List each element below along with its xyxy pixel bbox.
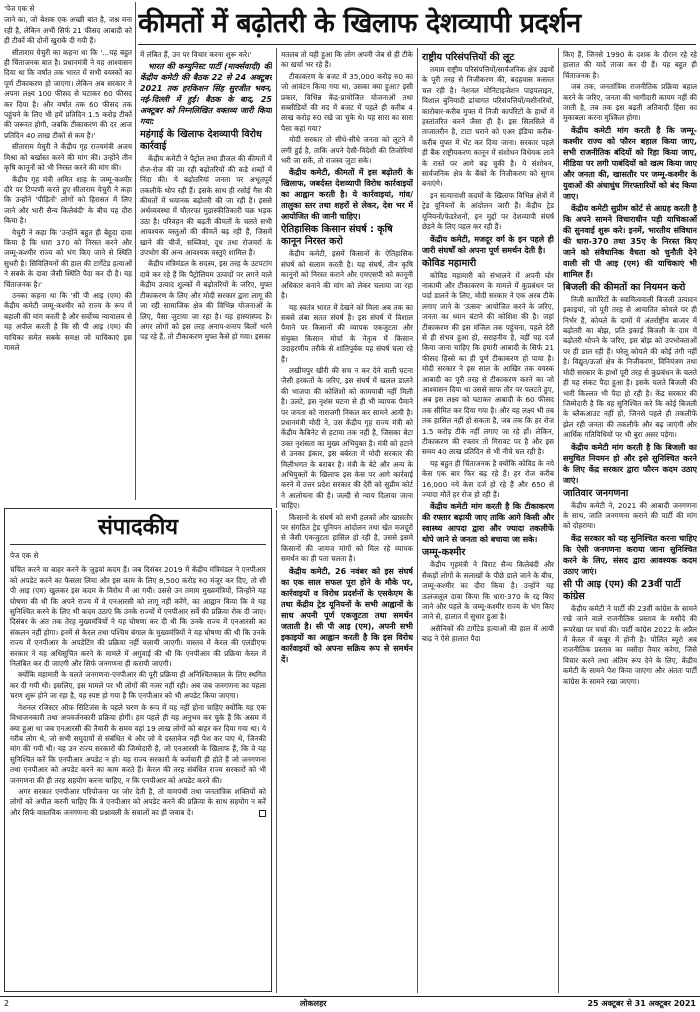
editorial-box [4, 508, 272, 992]
subheading: बिजली की कीमतों का नियमन करो [563, 281, 686, 293]
subheading: ऐतिहासिक किसान संघर्ष : कृषि कानून निरस्त करो [281, 224, 393, 248]
paragraph: केंद्रीय गृहमंत्री ने विराट सैन्य किलेबंदी और सैकड़ों लोगों के सलाखों के पीछे डाले जाने के बीच, जम्मू-कश्मीर का दौरा किया है। उन्होंने यह ऊलजलूल दावा किया कि धारा-370 के रद्द किए जाने और पहले के जम्मू-कश्मीर राज्य के भंग किए जाने से, हालात में सुधार हुआ है। [422, 560, 554, 622]
paragraph: असैनिकों की टार्गेटेड हत्याओं की हाल में आयी बाढ़ ने ऐसे हालात पैदा [422, 623, 554, 644]
headline: कीमतों में बढ़ोतरी के खिलाफ देशव्यापी प्रदर्शन [138, 8, 581, 39]
issue-date: 25 अक्टूबर से 31 अक्टूबर 2021 [587, 999, 696, 1008]
footer [0, 998, 700, 1012]
publication-name: लोकलहर [300, 999, 327, 1008]
column-2 [140, 50, 272, 506]
call-to-action: केंद्रीय कमेटी मांग करती है कि टीकाकरण की रफ्तार बढ़ायी जाए ताकि आगे किसी और स्वास्थ्य आपदा द्वारा और ज्यादा तकलीफें थोपे जाने से जनता को बचाया जा सके। [422, 502, 554, 545]
statement-intro: भारत की कम्युनिस्ट पार्टी (मार्क्सवादी) की केंद्रीय कमेटी की बैठक 22 से 24 अक्टूबर 2021 तक हरकिशन सिंह सुरजीत भवन, नई-दिल्ली में हुई। बैठक के बाद, 25 अक्टूबर को निम्नलिखित वक्तव्य जारी किया गया: [140, 62, 272, 127]
editorial-paragraph: नेशनल रजिस्टर ऑफ सिटिजंस के पहले चरण के रूप में यह नहीं होना चाहिए क्योंकि यह एक विभाजनकारी तथा अपवर्जनकारी प्रक्रिया होगी। हम पहले ही यह अनुभव कर चुके हैं कि असम में क्या हुआ था जब एनआरसी की तैयारी के समय वहां 19 लाख लोगों को बाहर कर दिया गया था। ये गरीब लोग थे, जो सभी समुदायों से संबंधित थे और जो ये दस्तावेज नहीं पेश कर पाए थे, जिनकी मांग की गयी थी। यह उन राज्य सरकारों की जिम्मेदारी है, जो एनआरसी के खिलाफ हैं, कि वे यह सुनिश्चित करें कि एनपीआर अपडेट न हो। यह राज्य सरकारों के कर्मचारी ही होते हैं जो जनगणना तथा एनपीआर को अपडेट करने का काम करते हैं। केरल की तरह संबंधित राज्य सरकारों को भी जनगणना की ही तरह सहयोग करना चाहिए, न कि एनपीआर को अपडेट करने की। [10, 702, 266, 785]
paragraph: यह स्वतंत्र भारत में देखने को मिला अब तक का सबसे लंबा सतत संघर्ष है। इस संघर्ष में विशाल पैमाने पर किसानों की व्यापक एकजुटता और संयुक्त किसान मोर्चा के नेतृत्व में किसान उदाहरणीय तरीके से शांतिपूर्वक यह संघर्ष चला रहे हैं। [281, 302, 413, 364]
paragraph: में लंबित हैं, उन पर विचार करना शुरू करे।' [140, 50, 252, 59]
call-to-action: केंद्रीय कमेटी, कीमतों में इस बढ़ोतरी के खिलाफ, जबर्दस्त देशव्यापी विरोध कार्रवाइयों का आह्वान करती है। ये कार्रवाइयां, गांव/तालुका स्तर तथा शहरों से लेकर, देश भर में आयोजित की जानी चाहिए। [281, 168, 413, 222]
call-to-action: केंद्रीय कमेटी मांग करती है कि बिजली का समुचित नियमन हो और इसे सुनिश्चित करने के लिए केंद्र सरकार द्वारा फौरन कदम उठाए जाएं। [563, 442, 697, 485]
paragraph: उनका कहना था कि 'सी पी आइ (एम) की केंद्रीय कमेटी जम्मू-कश्मीर को राज्य के रूप में बहाली की मांग करती है और सर्वोच्च न्यायालय से यह अपील करती है कि सी पी आइ (एम) की याचिका समेत सबके समक्ष जो याचिकाएं इस मामले [4, 290, 132, 352]
continued-from: 'पेज एक से [4, 4, 35, 13]
paragraph: जाने का, जो बेशक एक अच्छी बात है, जश्न मना रही है, लेकिन अभी सिर्फ 21 फीसद आबादी को ही टीकों की दोनों खुराकें दी गयी हैं। [4, 15, 132, 46]
paragraph: किसानों के संघर्ष को सभी हलकों और खासतौर पर संगठित ट्रेड यूनियन आंदोलन तथा खेत मजदूरों से जैसी एकजुटता हासिल हो रही है, उससे इसमें किसानों की जायज मांगों को मिल रहे व्यापक समर्थन का ही पता चलता है। [281, 512, 413, 564]
subheading: महंगाई के खिलाफ देशव्यापी विरोध कार्रवाई [140, 129, 262, 153]
subheading: जातिवार जनगणना [563, 487, 629, 499]
paragraph: केंद्रीय कमेटी, इसमें किसानों के ऐतिहासिक संघर्ष को सलाम करती है। यह संघर्ष, तीन कृषि कानूनों को निरस्त कराने और एमएसपी को कानूनी अधिकार बनाने की मांग को लेकर चलाया जा रहा है। [281, 249, 413, 301]
paragraph: तमाम राष्ट्रीय परिसंपत्तियों/सार्वजनिक क्षेत्र उद्यमों के पूरी तरह से निजीकरण की, बदहवास कसरत चल रही है। नेशनल मोनिटाइजेशन पाइपलाइन, विशाल बुनियादी ढांचागत परिसंपत्तियों/मशीनरियों, कारोबार-करीब मुफ्त में निजी कार्पोरेटों के हाथों में हस्तांतरित करने जैसा ही है। इस सिलसिले में ताजातरीन है, टाटा घराने को एअर इंडिया करीब-करीब मुफ्त में भेंट कर दिया जाना। सरकार पहले ही बैंक राष्ट्रीयकरण कानून में संशोधन विधेयक लाने के रास्ते पर आगे बढ़ चुकी है। ये संशोधन, सार्वजनिक क्षेत्र के बैंकों के निजीकरण को सुगम बनाएंगे। [422, 65, 554, 189]
subheading: राष्ट्रीय परिसंपत्तियों की लूट [422, 52, 515, 63]
paragraph: जब तक, जनतांत्रिक राजनीतिक प्रक्रिया बहाल करने के जरिए, जनता की भागीदारी कायम नहीं की जाती है, तब तक इस बढ़ती अतिवादी हिंसा का मुकाबला करना मुश्किल होगा। [563, 82, 697, 123]
headline-rule [138, 44, 696, 45]
column-rule [276, 510, 277, 993]
column-1 [4, 4, 132, 498]
paragraph: मोदी सरकार तो सीधे-सीधे जनता को लूटने में लगी हुई है, ताकि अपने देसी-विदेशी की तिजोरियां भरी जा सकें, तो राजस्व जुटा सके। [281, 135, 413, 166]
call-to-action: केंद्रीय कमेटी सुप्रीम कोर्ट से आग्रह करती है कि अपने सामने विचाराधीन पड़ी याचिकाओं की सुनवाई शुरू करे। इनमें, भारतीय संविधान की धारा-370 तथा 35ए के निरस्त किए जाने को संवैधानिक वैधता को चुनौती देने वाली सी पी आइ (एम) की याचिकाएं भी शामिल हैं। [563, 203, 697, 279]
continued-from: पेज एक से [10, 551, 39, 560]
call-to-action: केंद्रीय कमेटी मांग करती है कि जम्मू-कश्मीर राज्य को फौरन बहाल किया जाए, सभी राजनीतिक बंदियों को रिहा किया जाए, मीडिया पर लगी पाबंदियों को खत्म किया जाए और जनता की, खासतौर पर जम्मू-कश्मीर के युवाओं की अंधाधुंध गिरफ्तारियों को बंद किया जाए। [563, 125, 697, 201]
column-rule [417, 48, 418, 993]
paragraph: केंद्रीय कमेटी ने, 2021 की आबादी जनगणना के साथ, जाति जनगणना कराने की पार्टी की मांग को दोहराया। [563, 500, 697, 531]
column-rule [135, 2, 136, 500]
column-5 [563, 50, 697, 992]
paragraph: सीताराम येचुरी ने केंद्रीय गृह राज्यमंत्री अजय मिश्रा को बर्खास्त करने की मांग की। उन्होंने तीन कृषि कानूनों को भी निरस्त करने की मांग की। [4, 142, 132, 173]
paragraph: सीताराम येचुरी का कहना था कि '...यह बहुत ही चिंताजनक बात है। प्रधानमंत्री ने यह आश्वासन दिया था कि वर्षांत तक भारत में सभी वयस्कों का पूर्ण टीकाकरण हो जाएगा। लेकिन अब सरकार ने अपना लक्ष्य 100 फीसद से घटाकर 60 फीसद कर दिया है। और वर्षांत तक 60 फीसद तक पहुंचने के लिए भी हमें प्रतिदिन 1.5 करोड़ टीकों की जरूरत होगी, जबकि टीकाकरण की दर आज प्रतिदिन 40 लाख टीकों से कम है।' [4, 47, 132, 140]
editorial-paragraph-text: अगर सरकार एनपीआर परियोजना पर जोर देती है, तो वामपंथी तथा जनतांत्रिक शक्तियों को लोगों को अपील करनी चाहिए कि वे एनपीआर को अपडेट करने की प्रक्रिया के साथ सहयोग न करें और सिर्फ वास्तविक जनगणना की प्रश्नावली के सवालों का ही जवाब दें। [10, 786, 266, 817]
paragraph: केंद्रीय कमेटी ने पैट्रोल तथा डीजल की कीमतों में रोज-रोज की जा रही बढ़ोतरियों की कड़े शब्दों में निंदा की। ये बढ़ोतरियां जनता पर अभूतपूर्व तकलीफें थोप रही हैं। इसके साथ ही रसोई गैस की कीमतों में भयानक बढ़ोतरी की जा रही है। इससे अर्थव्यवस्था में चौतरफा मुद्रास्फीतिकारी चक्र भड़क उठा है। परिवहन की बढ़ती कीमतों के चलते सभी आवश्यक वस्तुओं की कीमतें बढ़ रही हैं, जिसमें खाने की चीजें, सब्जियां, दूध तथा रोजमर्रा के उपभोग की अन्य आवश्यक वस्तुएं शामिल हैं। [140, 154, 272, 258]
paragraph: येचुरी ने कहा कि 'उन्होंने बहुत ही बेहूदा दावा किया है कि धारा 370 को निरस्त करने और जम्मू-कश्मीर राज्य को भंग किए जाने से स्थिति सुधरी है। सिविलियनों की हाल की टार्गेटेड हत्याओं ने सबके के दावा जैसी स्थिति पैदा कर दी है। यह चिंताजनक है।' [4, 227, 132, 289]
paragraph: मतलब तो यही हुआ कि लोग अपनी जेब से ही टीके का खर्चा भर रहे हैं। [281, 50, 413, 70]
column-4 [422, 50, 554, 992]
paragraph: इन सत्यानाशी कदमों के खिलाफ विभिन्न क्षेत्रों में ट्रेड यूनियनों के आंदोलन जारी हैं। केंद्रीय ट्रेड यूनियनों/फेडरेशनों, इन मुद्दों पर देशव्यापी संघर्ष छेड़ने के लिए पहल कर रही हैं। [422, 190, 554, 232]
paragraph: केंद्रीय कमेटी ने पार्टी की 23वीं कांग्रेस के सामने रखे जाने वाले राजनीतिक प्रस्ताव के मसौदे की रूपरेखा पर चर्चा की। पार्टी कांग्रेस 2022 के अप्रैल में केरल में कन्नूर में होनी है। पोलित ब्यूरो अब राजनीतिक प्रस्ताव का मसौदा तैयार करेगा, जिसे विचार करने तथा अंतिम रूप देने के लिए, केंद्रीय कमेटी के सामने पेश किया जाएगा और अंततः पार्टी कांग्रेस के सामने रखा जाएगा। [563, 603, 697, 686]
call-to-action: केंद्र सरकार को यह सुनिश्चित करना चाहिए कि ऐसी जनगणना कराया जाना सुनिश्चित करने के लिए, संसद द्वारा आवश्यक कदम उठाए जाएं। [563, 533, 697, 576]
subheading: जम्मू-कश्मीर [422, 547, 466, 559]
editorial-paragraph [10, 787, 266, 818]
paragraph: केंद्रीय मंत्रिमंडल के सदस्य, इस तरह के उटपटांग दावे कर रहे हैं कि पैट्रोलियम उत्पादों पर लगने वाले केंद्रीय उत्पाद शुल्कों में बढ़ोतरियों के जरिए, मुफ्त टीकाकरण के लिए और मोदी सरकार द्वारा लागू की जा रही सामाजिक क्षेत्र की विभिन्न योजनाओं के लिए, पैसा जुटाया जा रहा है। यह हास्यास्पद है। अगर लोगों को इस तरह अनाप-शनाप बिलों भरने पड़ रहे हैं, तो टीकाकरण मुफ्त कैसे हो गया। इसका [140, 259, 272, 342]
paragraph: कोविड महामारी को संभालने में अपनी घोर नाकामी और टीकाकरण के मामले में कुप्रबंधन पर पर्दा डालने के लिए, मोदी सरकार ने एक अरब टीके लगाए जाने के 'उत्सव' आयोजित करने के जरिए, जनता का ध्यान बंटाने की कोशिश की है। जहां टीकाकरण की इस मंजिल तक पहुंचना, पहले देरी से ही संभव हुआ हो, सराहनीय है, वहीं यह दर्ज किया जाना चाहिए कि हमारी आबादी के सिर्फ 21 फीसद हिस्से का ही पूर्ण टीकाकरण हो पाया है। मोदी सरकार ने इस साल के आखिर तक वयस्क आबादी का पूरी तरह से टीकाकरण करने का जो आश्वासन दिया था उससे साफ तौर पर पलटते हुए, अब इस लक्ष्य को घटाकर आबादी के 60 फीसद तक सीमित कर दिया गया है। और यह लक्ष्य भी तब तक हासिल नहीं हो सकता है, जब तक कि हर रोज 1.5 करोड़ टीके नहीं लगाए जा रहे हों। लेकिन, टीकाकरण की रफ्तार तो गिरावट पर है और इस समय 40 लाख प्रतिदिन से भी नीचे चल रही है। [422, 270, 554, 457]
paragraph: यह बहुत ही चिंताजनक है क्योंकि कोविड के नये केस एक बार फिर बढ़ रहे हैं। हर रोज करीब 16,000 नये केस दर्ज हो रहे हैं और 650 से ज्यादा मौतें हर रोज हो रही हैं। [422, 458, 554, 500]
paragraph: किए हैं, जिनसे 1990 के दशक के दौरान रहे रहे हालात की यादें ताजा कर दी हैं। यह बहुत ही चिंताजनक है। [563, 50, 697, 80]
editorial-paragraph: क्योंकि महामारी के चलते जनगणना-एनपीआर की पूरी प्रक्रिया ही अनिश्चितकाल के लिए स्थगित कर दी गयी थी। इसलिए, इस मामले पर भी लोगों की नजर नहीं रही। अब जब जनगणना का पहला चरण शुरू होने जा रहा है, यह स्पष्ट हो गया है कि एनपीआर को भी अपडेट किया जाएगा। [10, 670, 266, 701]
column-rule [276, 48, 277, 508]
paragraph: टीकाकरण के बजट में 35,000 करोड़ रु0 का जो आवंटन किया गया था, उसका क्या हुआ? इसी प्रकार, विभिन्न केंद्र-प्रायोजित योजनाओं तथा सब्सीडियों की मद में बजट में पहले ही करीब 4 लाख करोड़ रु0 रखे जा चुके थे। यह सारा का सारा पैसा कहां गया? [281, 71, 413, 133]
editorial-paragraph: चंचित करने या बाहर करने के जुड़वां कदम हैं। जब दिसंबर 2019 में केंद्रीय मंत्रिमंडल ने एनपीआर को अपडेट करने का फैसला लिया और इस काम के लिए 8,500 करोड़ रु0 मंजूर कर दिए, तो सी पी आइ (एम) खुलकर इस कदम के विरोध में आ गयी। उससे उन तमाम मुख्यमंत्रियों, जिन्होंने यह घोषणा की थी कि अपने राज्य में वे एनआरसी को लागू नहीं करेंगे, का आह्वान किया कि वे यह सुनिश्चित करने के लिए भी कदम उठाएं कि उनके राज्यों में एनपीआर सर्वे की प्रक्रिया रोक दी जाए। दिसंबर के अंत तक तेरह मुख्यमंत्रियों ने यह घोषणा कर दी थी कि उनके राज्य में एनआरसी का संकलन नहीं होगा। इनमें से केरल तथा पश्चिम बंगाल के मुख्यमंत्रियों ने यह घोषणा की थी कि उनके राज्य में एनपीआर के अपडेटिंग की प्रक्रिया नहीं चलायी जाएगी। वास्तव में केरल की एलडीएफ सरकार ने यह अधिसूचित करने के मामले में अगुवाई की थी कि एनपीआर की प्रक्रिया केरल में निलंबित कर दी जाएगी और सिर्फ जनगणना ही करायी जाएगी। [10, 565, 266, 669]
editorial-rule [10, 544, 266, 545]
editorial-title: संपादकीय [97, 514, 179, 540]
column-3 [281, 50, 413, 992]
page-number: 2 [4, 999, 10, 1008]
end-mark-icon [259, 810, 266, 817]
subheading: कोविड महामारी [422, 257, 477, 269]
paragraph: केंद्रीय गृह मंत्री अमित शाह के जम्मू-कश्मीर दौरे पर टिप्पणी करते हुए सीताराम येचुरी ने कहा कि उन्होंने 'पीड़ितों' लोगों को हिरासत में लिए जाने और भारी सैन्य किलेबंदी' के बीच यह दौरा किया है। [4, 174, 132, 226]
column-rule [558, 48, 559, 993]
paragraph: लखीमपुर खीरी की सच न कर देने वाली घटना जैसी हरकतों के जरिए, इस संघर्ष में खलल डालने की भाजपा की कोशिशों को कामयाबी नहीं मिली है। उलटे, इस नृशंस घटना से ही भी व्यापक पैमाने पर जनता को नाराजगी निकल कर सामने आयी है। प्रधानमंत्री मोदी ने, उस केंद्रीय गृह राज्य मंत्री को केंद्रीय कैबिनेट से हटाया तक नहीं है, जिसका बेटा उक्त नृशंसता का मुख्य अभियुक्त है। मंत्री को हटाने से उनका इंकार, इस बर्बरता में मोदी सरकार की मिलीभगत के बराबर है। मंत्री के बेटे और अन्य के अभियुक्तों के खिलाफ इस केस पर आगे कार्रवाई करने में उत्तर प्रदेश सरकार की देरी को सुप्रीम कोर्ट ने आलोचना की है। जल्दी से न्याय दिलाया जाना चाहिए। [281, 365, 413, 511]
call-to-action: केंद्रीय कमेटी, 26 नवंबर को इस संघर्ष का एक साल सफल पूरा होने के मौके पर, कार्रवाइयों व विरोध प्रदर्शनों के एसकेएम के तथा केंद्रीय ट्रेड यूनियनों के सभी आह्वानों के साथ अपनी पूर्ण एकजुटता तथा समर्थन जताती है। सी पी आइ (एम), अपनी सभी इकाइयों का आह्वान करती है कि इस विरोध कार्रवाइयों को अपना सक्रिय रूप से समर्थन दें। [281, 566, 413, 664]
call-to-action: केंद्रीय कमेटी, मजदूर वर्ग के इन पहले ही जारी संघर्षों को अपना पूर्ण समर्थन देती है। [422, 234, 554, 255]
paragraph: निजी कार्पोरेटों के स्वामित्ववाली बिजली उत्पादन इकाइयां, जो पूरी तरह से आयातित कोयले पर ही निर्भर हैं, कोयले के दामों में अंतर्राष्ट्रीय बाजार में बढ़ोतरी का बोझ, प्रति इकाई बिजली के दाम में बढ़ोतरी थोपने के जरिए, इस बोझ को उपभोक्ताओं पर ही डाल रही हैं। घरेलू कोयले की कोई तंगी नहीं है। विद्युत/ऊर्जा क्षेत्र के निजीकरण, विनियंत्रण तथा मोदी सरकार के हाथों पूरी तरह से कुप्रबंधन के चलते ही यह संकट पैदा हुआ है। इसके चलते बिजली की भारी किल्लत भी पैदा हो रही है। केंद्र सरकार की जिम्मेदारी है कि वह सुनिश्चित करे कि कोई बिजली के ब्लैकआउट नहीं हों, जिनसे पहले ही तकलीफें झेल रही जनता की तकलीफें और बढ़ जाएंगी और आर्थिक गतिविधियों पर भी बुरा असर पड़ेगा। [563, 294, 697, 440]
footer-rule [0, 996, 700, 997]
subheading: सी पी आइ (एम) की 23वीं पार्टी कांग्रेस [563, 578, 681, 602]
